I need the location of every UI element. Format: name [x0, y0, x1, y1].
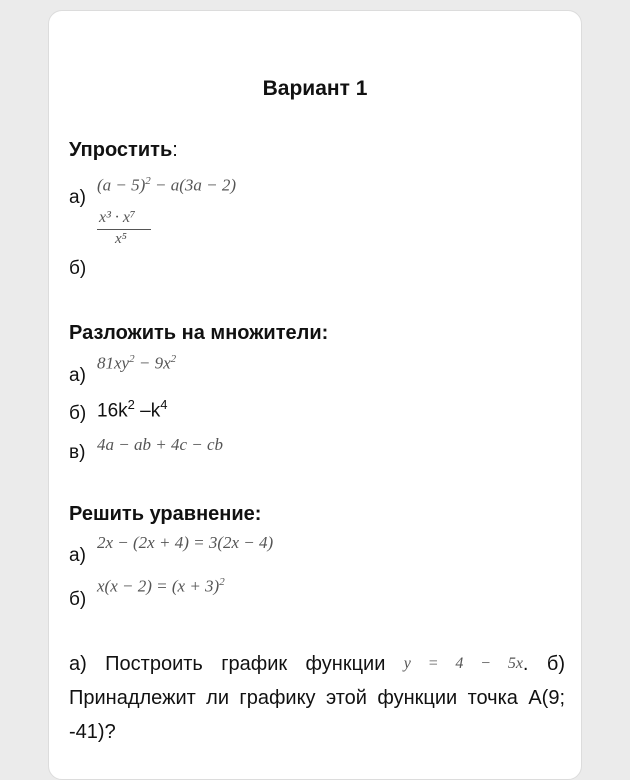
graph-task-part1: а) Построить график функции — [69, 653, 404, 675]
equation-b-label: б) — [69, 589, 87, 610]
equation-b-expr-exponent: 2 — [219, 576, 225, 588]
fraction-denominator: x⁵ — [115, 231, 127, 247]
factor-heading: Разложить на множители: — [69, 322, 329, 344]
simplify-heading-text: Упростить — [69, 139, 173, 161]
simplify-a-expression — [97, 175, 236, 196]
simplify-b-label: б) — [69, 258, 87, 279]
equation-a-label: а) — [69, 545, 86, 566]
factor-a-label: а) — [69, 365, 86, 386]
task-card — [48, 10, 582, 780]
factor-a-expression — [97, 353, 176, 374]
graph-task-function: y = 4 − 5x — [403, 655, 523, 672]
factor-a-expr-exponent2: 2 — [170, 353, 177, 365]
simplify-heading — [69, 139, 178, 162]
fraction-numerator: x³ · x⁷ — [99, 209, 136, 226]
factor-a-expr-part1: 81xy — [97, 353, 130, 373]
factor-b-expr-exponent2: 4 — [160, 397, 168, 412]
factor-a-expr-exponent1: 2 — [129, 353, 135, 365]
equation-heading: Решить уравнение: — [69, 503, 262, 525]
factor-b-expr-exponent1: 2 — [127, 397, 135, 412]
equation-b-expr-part1: x(x − 2) = (x + 3) — [97, 576, 220, 596]
equation-a-expression: 2x − (2x + 4) = 3(2x − 4) — [97, 533, 274, 552]
factor-v-label: в) — [69, 442, 86, 463]
factor-a-expr-part2: − 9x — [134, 353, 171, 373]
factor-v-expression: 4a − ab + 4c − cb — [97, 435, 224, 454]
graph-task-paragraph — [69, 647, 565, 749]
factor-b-expression — [97, 397, 167, 422]
simplify-a-expr-exponent: 2 — [145, 175, 151, 187]
simplify-a-expr-part2: − a(3a − 2) — [150, 175, 237, 195]
factor-b-label: б) — [69, 403, 87, 424]
factor-b-expr-part1: 16k — [97, 400, 128, 422]
factor-b-expr-part2: –k — [134, 400, 161, 422]
graph-task-part2: . б) Принадлежит ли графику этой функции точка А(9; -41)? — [69, 653, 565, 743]
variant-title: Вариант 1 — [262, 77, 368, 100]
equation-b-expression — [97, 576, 225, 597]
simplify-a-label: а) — [69, 187, 86, 208]
simplify-heading-colon: : — [172, 139, 178, 161]
simplify-a-expr-part1: (a − 5) — [97, 175, 146, 195]
simplify-b-fraction — [97, 209, 151, 248]
